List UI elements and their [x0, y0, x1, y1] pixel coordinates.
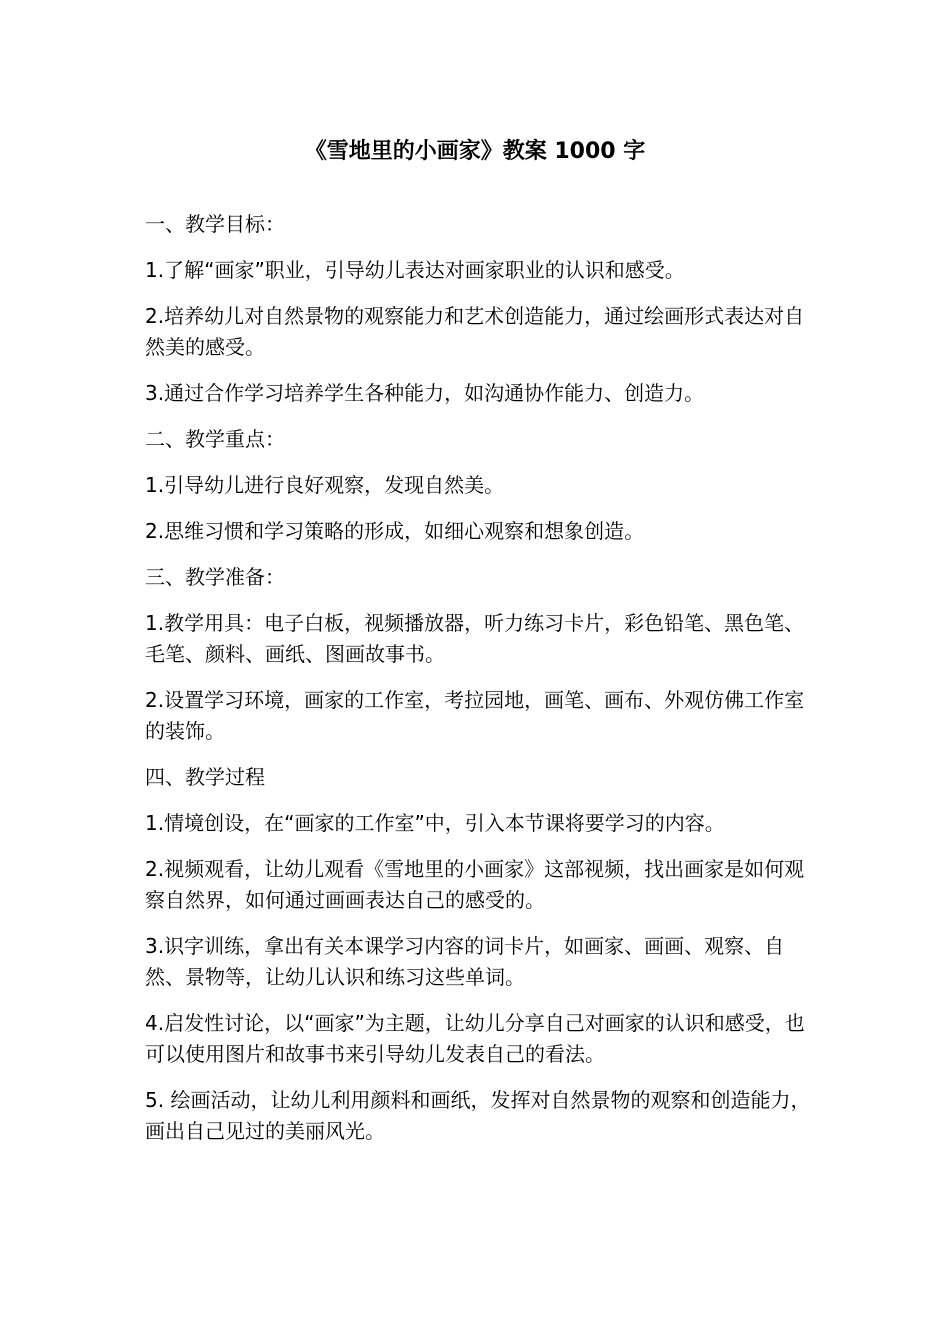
paragraph: 3.识字训练，拿出有关本课学习内容的词卡片，如画家、画画、观察、自然、景物等，让幼儿认识和练习这些单词。: [145, 934, 785, 989]
section-heading-preparation: 三、教学准备：: [145, 565, 285, 589]
document-title: 《雪地里的小画家》教案 1000 字: [304, 139, 646, 164]
paragraph: 2.思维习惯和学习策略的形成，如细心观察和想象创造。: [145, 519, 645, 543]
paragraph: 2.视频观看，让幼儿观看《雪地里的小画家》这部视频，找出画家是如何观察自然界，如何通过画画表达自己的感受的。: [145, 857, 805, 912]
paragraph: 2.培养幼儿对自然景物的观察能力和艺术创造能力，通过绘画形式表达对自然美的感受。: [145, 304, 805, 359]
section-heading-process: 四、教学过程: [145, 765, 265, 789]
paragraph: 1.情境创设，在“画家的工作室”中，引入本节课将要学习的内容。: [145, 811, 725, 835]
paragraph: 5. 绘画活动，让幼儿利用颜料和画纸，发挥对自然景物的观察和创造能力，画出自己见过的美丽风光。: [145, 1088, 811, 1143]
paragraph: 1.了解“画家”职业，引导幼儿表达对画家职业的认识和感受。: [145, 258, 685, 282]
paragraph: 3.通过合作学习培养学生各种能力，如沟通协作能力、创造力。: [145, 381, 705, 405]
paragraph: 4.启发性讨论，以“画家”为主题，让幼儿分享自己对画家的认识和感受，也可以使用图片和故事书来引导幼儿发表自己的看法。: [145, 1011, 805, 1066]
paragraph: 2.设置学习环境，画家的工作室，考拉园地，画笔、画布、外观仿佛工作室的装饰。: [145, 688, 805, 743]
paragraph: 1.教学用具：电子白板，视频播放器，听力练习卡片，彩色铅笔、黑色笔、毛笔、颜料、画纸、图画故事书。: [145, 611, 805, 666]
section-heading-key-points: 二、教学重点：: [145, 427, 285, 451]
document-body: [145, 209, 815, 1162]
section-heading-objectives: 一、教学目标：: [145, 212, 285, 236]
paragraph: 1.引导幼儿进行良好观察，发现自然美。: [145, 473, 505, 497]
